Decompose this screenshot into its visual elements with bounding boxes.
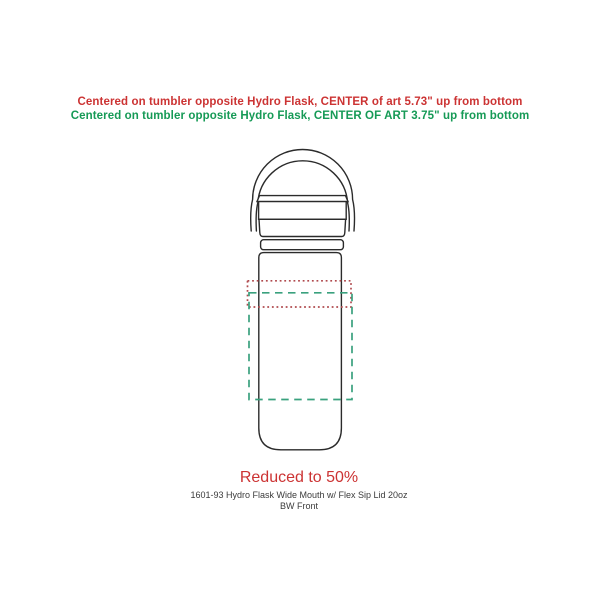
caption-block (0, 468, 598, 512)
product-name: 1601-93 Hydro Flask Wide Mouth w/ Flex Sip Lid 20oz (190, 490, 408, 500)
lid-band-upper (259, 202, 347, 220)
green-placement-note: Centered on tumbler opposite Hydro Flask, CENTER OF ART 3.75" up from bottom (70, 110, 530, 122)
bottle-body (259, 253, 342, 450)
lid-band-lower (259, 219, 346, 236)
red-placement-note: Centered on tumbler opposite Hydro Flask, CENTER of art 5.73" up from bottom (77, 96, 523, 108)
scale-note: Reduced to 50% (239, 469, 359, 486)
lid-rim (257, 196, 348, 202)
neck-ring (261, 240, 344, 250)
decoration-method: BW Front (279, 501, 318, 511)
bottle-lineart (251, 150, 355, 450)
